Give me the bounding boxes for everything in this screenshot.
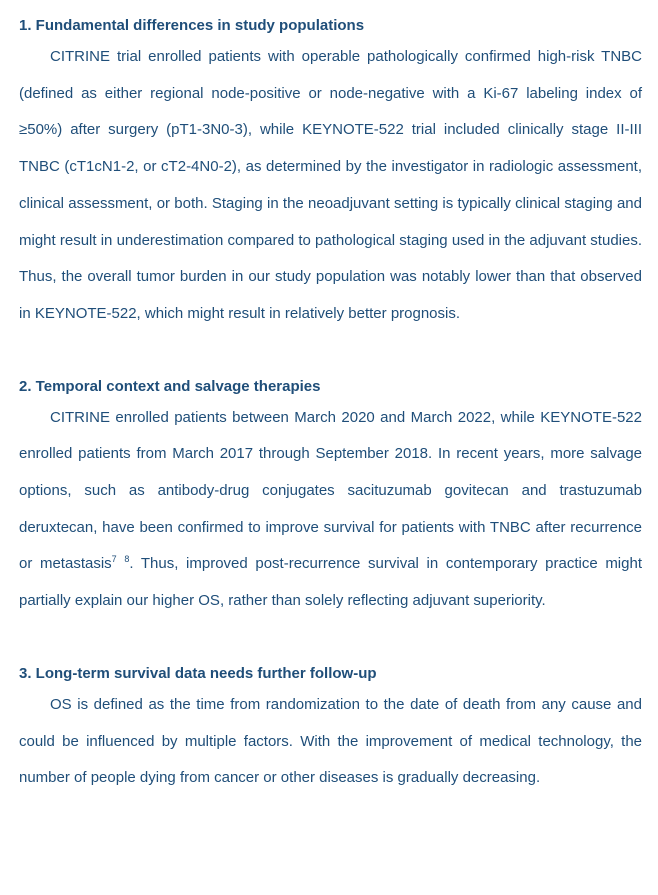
section-paragraph: CITRINE trial enrolled patients with operable pathologically confirmed high-risk TNBC (defined as either regional node-positive or node-negative with a Ki-67 labeling index of ≥50%) after surgery (pT1-3N0-3), while KEYNOTE-522 trial included clinically stage II-III TNBC (cT1cN1-2, or cT2-4N0-2), as determined by the investigator in radiologic assessment, clinical assessment, or both. Staging in the neoadjuvant setting is typically clinical staging and might result in underestimation compared to pathological staging used in the adjuvant studies. Thus, the overall tumor burden in our study population was notably lower than that observed in KEYNOTE-522, which might result in relatively better prognosis.	[19, 48, 642, 322]
section-heading: 2. Temporal context and salvage therapies	[19, 377, 321, 395]
reference-marker: 7	[111, 554, 117, 565]
section-heading: 3. Long-term survival data needs further follow-up	[19, 664, 377, 682]
section-spacer	[19, 333, 642, 369]
section-spacer	[19, 620, 642, 656]
section-paragraph: OS is defined as the time from randomization to the date of death from any cause and could be influenced by multiple factors. With the improvement of medical technology, the number of people dying from cancer or other diseases is gradually decreasing.	[19, 695, 642, 787]
paragraph-text: CITRINE enrolled patients between March 2020 and March 2022, while KEYNOTE-522 enrolled patients from March 2017 through September 2018. In recent years, more salvage options, such as antibody-drug conjugates sacituzumab govitecan and trastuzumab deruxtecan, have been confirmed to improve survival for patients with TNBC after recurrence or metastasis	[19, 408, 642, 573]
document-body	[19, 8, 642, 797]
section-paragraph	[19, 400, 642, 620]
paragraph-text: . Thus, improved post-recurrence survival in contemporary practice might partially explain our higher OS, rather than solely reflecting adjuvant superiority.	[19, 555, 642, 610]
section-heading: 1. Fundamental differences in study populations	[19, 17, 365, 34]
reference-marker: 8	[124, 554, 130, 565]
